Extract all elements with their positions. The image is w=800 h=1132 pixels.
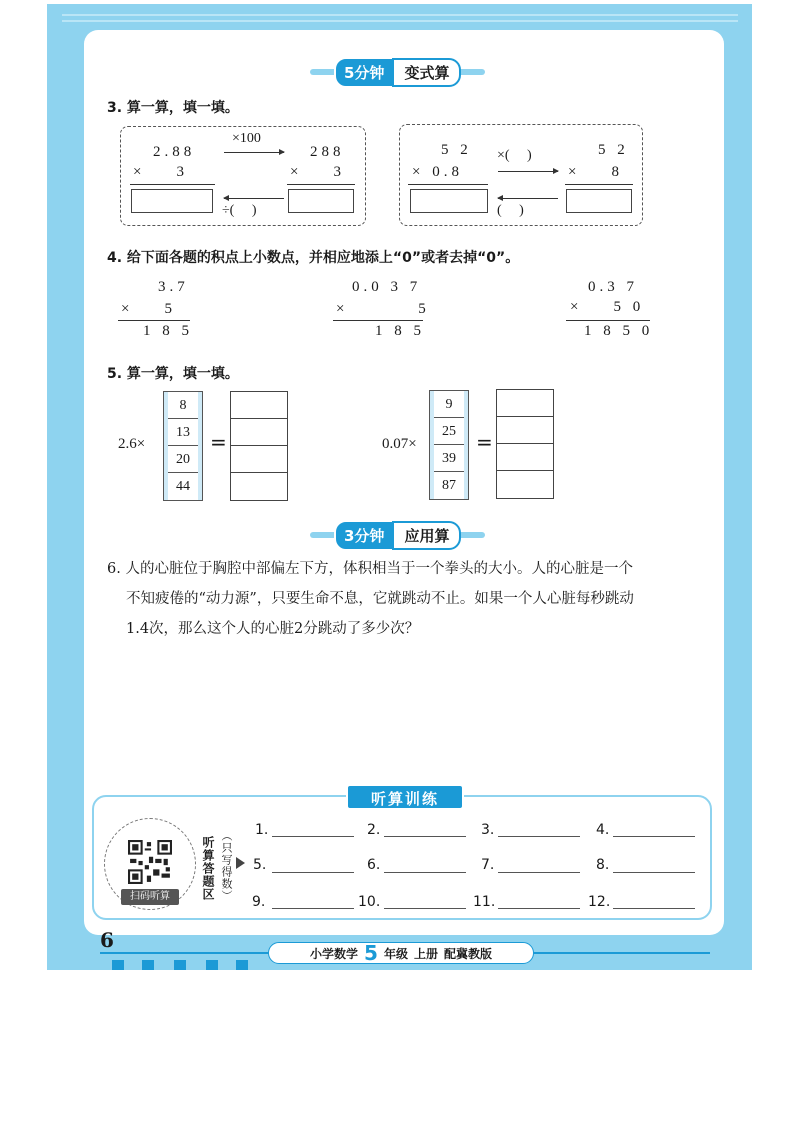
right-arrow-icon — [498, 171, 558, 172]
q4-item2-rule — [333, 320, 423, 321]
q5-right-result-cell[interactable] — [497, 390, 553, 417]
q5-left-result-cell[interactable] — [231, 446, 287, 473]
q3-right-top: 5 2 — [441, 142, 472, 158]
q5-right-value: 87 — [434, 472, 464, 499]
q4-item1-a: 3.7 — [158, 279, 189, 295]
section-time-badge: 5分钟 — [334, 57, 394, 88]
q5-right-result-cell[interactable] — [497, 444, 553, 471]
section-header-variant — [334, 59, 461, 85]
q3-right-arrow-bottom-label[interactable]: ( ) — [497, 203, 524, 218]
q3-left-mul: × 3 — [133, 164, 188, 180]
q4-item2-b: × 5 — [336, 301, 430, 317]
question-4-label: 4. 给下面各题的积点上小数点，并相应地添上“0”或者去掉“0”。 — [107, 250, 520, 266]
footer-tick — [142, 960, 154, 970]
q5-right-result-cell[interactable] — [497, 417, 553, 444]
q5-left-value: 8 — [168, 392, 198, 419]
q3-left-right-answer-box[interactable] — [288, 189, 354, 213]
listen-answer-line[interactable] — [498, 836, 580, 837]
footer-grade-number: 5 — [364, 941, 378, 965]
listen-q-number: 3. — [481, 822, 495, 838]
q5-right-value: 9 — [434, 391, 464, 418]
footer-tick — [174, 960, 186, 970]
q5-right-values — [429, 390, 469, 500]
q5-left-result-cell[interactable] — [231, 392, 287, 419]
listen-q-number: 2. — [367, 822, 381, 838]
triangle-right-icon — [236, 857, 245, 869]
q5-right-value: 39 — [434, 445, 464, 472]
answer-area-note: （只写得数） — [220, 830, 233, 902]
footer-subject: 小学数学 — [310, 946, 359, 961]
q4-item2-product[interactable]: 1 8 5 — [375, 323, 425, 339]
listen-answer-line[interactable] — [272, 872, 354, 873]
listen-q-number: 7. — [481, 857, 495, 873]
q4-item3-product[interactable]: 1 8 5 0 — [584, 323, 654, 339]
footer-tick — [236, 960, 248, 970]
q3-right-mul: × 0.8 — [412, 164, 463, 180]
listen-answer-line[interactable] — [613, 908, 695, 909]
q3-left-arrow-bottom-label[interactable]: ÷( ) — [222, 203, 257, 218]
q4-item1-b: × 5 — [121, 301, 176, 317]
q5-left-value: 20 — [168, 446, 198, 473]
scan-to-listen-button[interactable]: 扫码听算 — [121, 889, 179, 905]
listen-q-number: 6. — [367, 857, 381, 873]
q5-left-results — [230, 391, 288, 501]
question-6-line-2: 不知疲倦的“动力源”，只要生命不息，它就跳动不止。如果一个人心脏每秒跳动 — [126, 591, 634, 607]
q5-left-value: 44 — [168, 473, 198, 500]
page-number: 6 — [100, 928, 114, 952]
q4-item2-a: 0.0 3 7 — [352, 279, 422, 295]
q4-item1-product[interactable]: 1 8 5 — [143, 323, 193, 339]
listen-answer-line[interactable] — [384, 908, 466, 909]
listen-answer-line[interactable] — [384, 872, 466, 873]
frame-stripe — [62, 14, 738, 16]
q3-right-right-rule — [565, 184, 633, 185]
q3-right-right-top: 5 2 — [598, 142, 629, 158]
listen-answer-line[interactable] — [613, 872, 695, 873]
listen-q-number: 4. — [596, 822, 610, 838]
q3-right-right-answer-box[interactable] — [566, 189, 632, 213]
q4-item3-b: × 5 0 — [570, 299, 645, 315]
listen-answer-line[interactable] — [384, 836, 466, 837]
footer-tick — [112, 960, 124, 970]
section-header-applied — [334, 522, 461, 548]
listen-answer-line[interactable] — [613, 836, 695, 837]
q3-right-answer-box[interactable] — [410, 189, 488, 213]
q5-left-values — [163, 391, 203, 501]
q5-left-multiplier: 2.6× — [118, 436, 146, 452]
q3-left-rule — [130, 184, 215, 185]
q4-item3-a: 0.3 7 — [588, 279, 638, 295]
qr-code-icon[interactable] — [128, 840, 172, 884]
q3-right-rule — [408, 184, 488, 185]
listen-q-number: 8. — [596, 857, 610, 873]
listen-q-number: 12. — [588, 894, 611, 910]
footer-grade: 年级 — [383, 946, 408, 961]
q3-left-right-rule — [287, 184, 355, 185]
listen-q-number: 10. — [358, 894, 381, 910]
question-5-label: 5. 算一算，填一填。 — [107, 366, 239, 382]
q5-left-result-cell[interactable] — [231, 419, 287, 446]
question-3-label: 3. 算一算，填一填。 — [107, 100, 239, 116]
q5-right-result-cell[interactable] — [497, 471, 553, 498]
q3-left-top: 2.88 — [153, 144, 196, 160]
footer-volume: 上册 — [413, 946, 438, 961]
q5-right-multiplier: 0.07× — [382, 436, 417, 452]
q3-left-right-mul: × 3 — [290, 164, 345, 180]
q3-right-arrow-top-label[interactable]: ×( ) — [497, 148, 532, 163]
equals-sign: = — [476, 430, 493, 454]
listen-q-number: 9. — [252, 894, 266, 910]
q3-left-right-top: 288 — [310, 144, 345, 160]
frame-stripe — [62, 20, 738, 22]
right-arrow-icon — [224, 152, 284, 153]
q3-left-answer-box[interactable] — [131, 189, 213, 213]
q5-right-results — [496, 389, 554, 499]
section-title: 应用算 — [392, 521, 461, 550]
answer-area-label: 听算答题区 — [201, 836, 215, 901]
section-title: 变式算 — [392, 58, 461, 87]
listen-answer-line[interactable] — [498, 908, 580, 909]
q5-left-value: 13 — [168, 419, 198, 446]
listening-title: 听算训练 — [346, 784, 464, 810]
q5-left-result-cell[interactable] — [231, 473, 287, 500]
footer-edition: 配冀教版 — [443, 946, 492, 961]
section-time-badge: 3分钟 — [334, 520, 394, 551]
listen-answer-line[interactable] — [498, 872, 580, 873]
equals-sign: = — [210, 430, 227, 454]
q5-right-value: 25 — [434, 418, 464, 445]
q4-item1-rule — [118, 320, 190, 321]
footer-book-label — [268, 942, 534, 964]
listen-q-number: 11. — [473, 894, 496, 910]
left-arrow-icon — [224, 198, 284, 199]
footer-tick — [206, 960, 218, 970]
listen-q-number: 1. — [255, 822, 269, 838]
listen-answer-line[interactable] — [272, 836, 354, 837]
q3-left-arrow-top-label: ×100 — [232, 131, 261, 146]
listen-answer-line[interactable] — [272, 908, 354, 909]
left-arrow-icon — [498, 198, 558, 199]
question-6-line-1: 6. 人的心脏位于胸腔中部偏左下方，体积相当于一个拳头的大小。人的心脏是一个 — [107, 561, 633, 577]
q4-item3-rule — [566, 320, 650, 321]
question-6-line-3: 1.4次，那么这个人的心脏2分跳动了多少次？ — [126, 621, 420, 637]
listen-q-number: 5. — [253, 857, 267, 873]
q3-right-right-mul: × 8 — [568, 164, 623, 180]
